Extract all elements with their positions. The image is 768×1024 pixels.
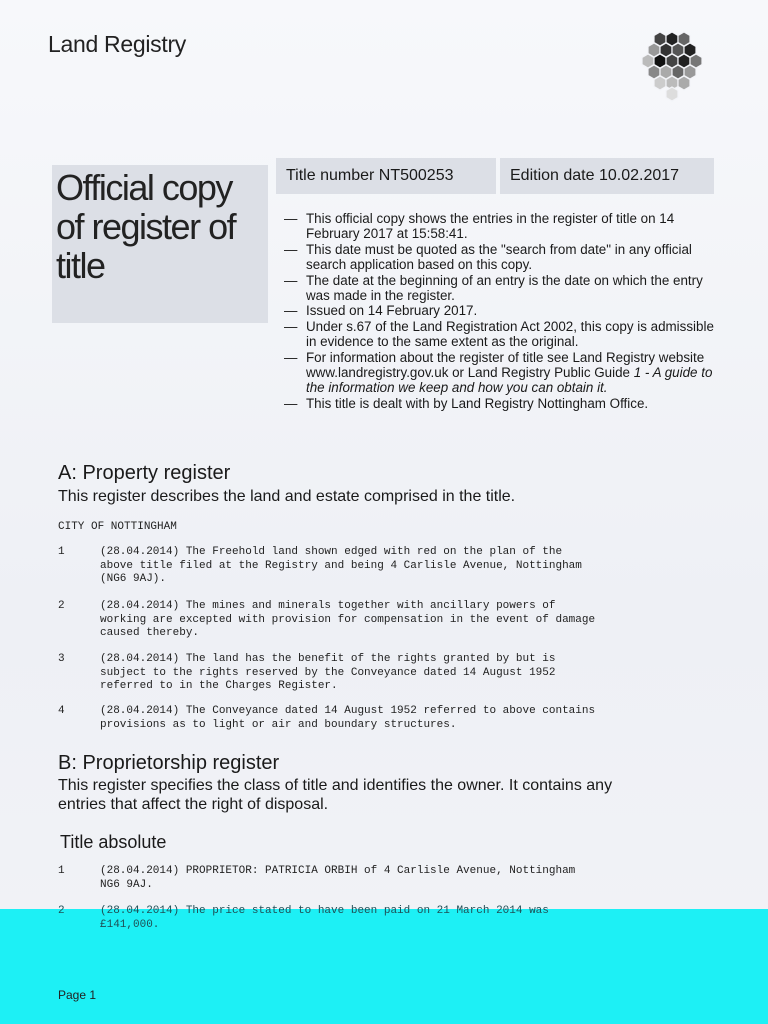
property-entry <box>58 600 698 641</box>
entry-line: (28.04.2014) The Conveyance dated 14 August 1952 referred to above contains <box>100 705 596 717</box>
entry-line: (28.04.2014) The land has the benefit of the rights granted by but is <box>100 653 556 665</box>
entry-line: working are excepted with provision for compensation in the event of damage <box>100 613 596 626</box>
entry-line: £141,000. <box>100 918 160 931</box>
entry-line: (28.04.2014) PROPRIETOR: PATRICIA ORBIH of 4 Carlisle Avenue, Nottingham <box>100 865 576 877</box>
proprietorship-register-heading: B: Proprietorship register <box>58 752 280 774</box>
entry-line: (NG6 9AJ). <box>100 573 167 585</box>
note-text: This date must be quoted as the "search from date" in any official search application based on this copy. <box>306 241 692 273</box>
entry-line: above title filed at the Registry and being 4 Carlisle Avenue, Nottingham <box>100 559 582 572</box>
property-entry <box>58 705 698 732</box>
note-item <box>284 350 724 396</box>
note-item <box>284 242 724 273</box>
location-label: CITY OF NOTTINGHAM <box>58 521 177 533</box>
edition-date: Edition date 10.02.2017 <box>500 158 714 194</box>
note-text: The date at the beginning of an entry is the date on which the entry was made in the register. <box>306 272 703 304</box>
land-registry-logo-icon <box>636 30 716 104</box>
proprietorship-register-description <box>58 776 708 814</box>
note-text: This official copy shows the entries in the register of title on 14 February 2017 at 15:58:41. <box>306 211 675 242</box>
note-item <box>284 211 724 242</box>
notes-list <box>284 211 724 411</box>
property-entry <box>58 546 698 587</box>
note-item <box>284 303 724 318</box>
property-register-description: This register describes the land and estate comprised in the title. <box>58 488 516 505</box>
entry-number: 2 <box>58 600 65 612</box>
entry-number: 1 <box>58 865 65 877</box>
title-line: Official copy <box>56 167 232 208</box>
note-text: For information about the register of title see Land Registry website www.landregistry.gov.uk or Land Registry Public Guide <box>306 349 705 381</box>
title-line: title <box>56 245 105 286</box>
title-class-heading: Title absolute <box>60 832 167 852</box>
brand-name: Land Registry <box>48 31 187 57</box>
entry-line: referred to in the Charges Register. <box>100 680 338 692</box>
entry-line: caused thereby. <box>100 627 200 639</box>
note-text: This title is dealt with by Land Registry Nottingham Office. <box>306 395 649 411</box>
entry-number: 1 <box>58 546 65 558</box>
entry-line: (28.04.2014) The Freehold land shown edged with red on the plan of the <box>100 546 563 558</box>
entry-line: provisions as to light or air and boundary structures. <box>100 718 457 731</box>
description-line: This register specifies the class of title and identifies the owner. It contains any <box>58 777 613 794</box>
note-item <box>284 319 724 350</box>
description-line: entries that affect the right of disposal. <box>58 796 329 813</box>
title-line: of register of <box>56 206 236 247</box>
entry-line: (28.04.2014) The mines and minerals together with ancillary powers of <box>100 600 556 612</box>
proprietorship-entry <box>58 865 698 892</box>
entry-number: 3 <box>58 653 65 665</box>
page-number: Page 1 <box>58 988 97 1002</box>
guide-title: 1 - A guide to the information we keep and how you can obtain it. <box>306 365 713 396</box>
entry-number: 2 <box>58 905 65 917</box>
note-item <box>284 273 724 304</box>
entry-line: (28.04.2014) The price stated to have been paid on 21 March 2014 was <box>100 905 549 917</box>
note-item <box>284 396 724 411</box>
note-text: Issued on 14 February 2017. <box>306 303 478 319</box>
document-title <box>56 168 276 285</box>
property-entry <box>58 653 698 694</box>
entry-number: 4 <box>58 705 65 717</box>
proprietorship-entry <box>58 905 698 932</box>
title-number: Title number NT500253 <box>276 158 496 194</box>
property-register-heading: A: Property register <box>58 462 231 484</box>
note-text: Under s.67 of the Land Registration Act 2002, this copy is admissible in evidence to the same extent as the original. <box>306 318 714 350</box>
entry-line: subject to the rights reserved by the Conveyance dated 14 August 1952 <box>100 666 556 679</box>
entry-line: NG6 9AJ. <box>100 878 153 891</box>
